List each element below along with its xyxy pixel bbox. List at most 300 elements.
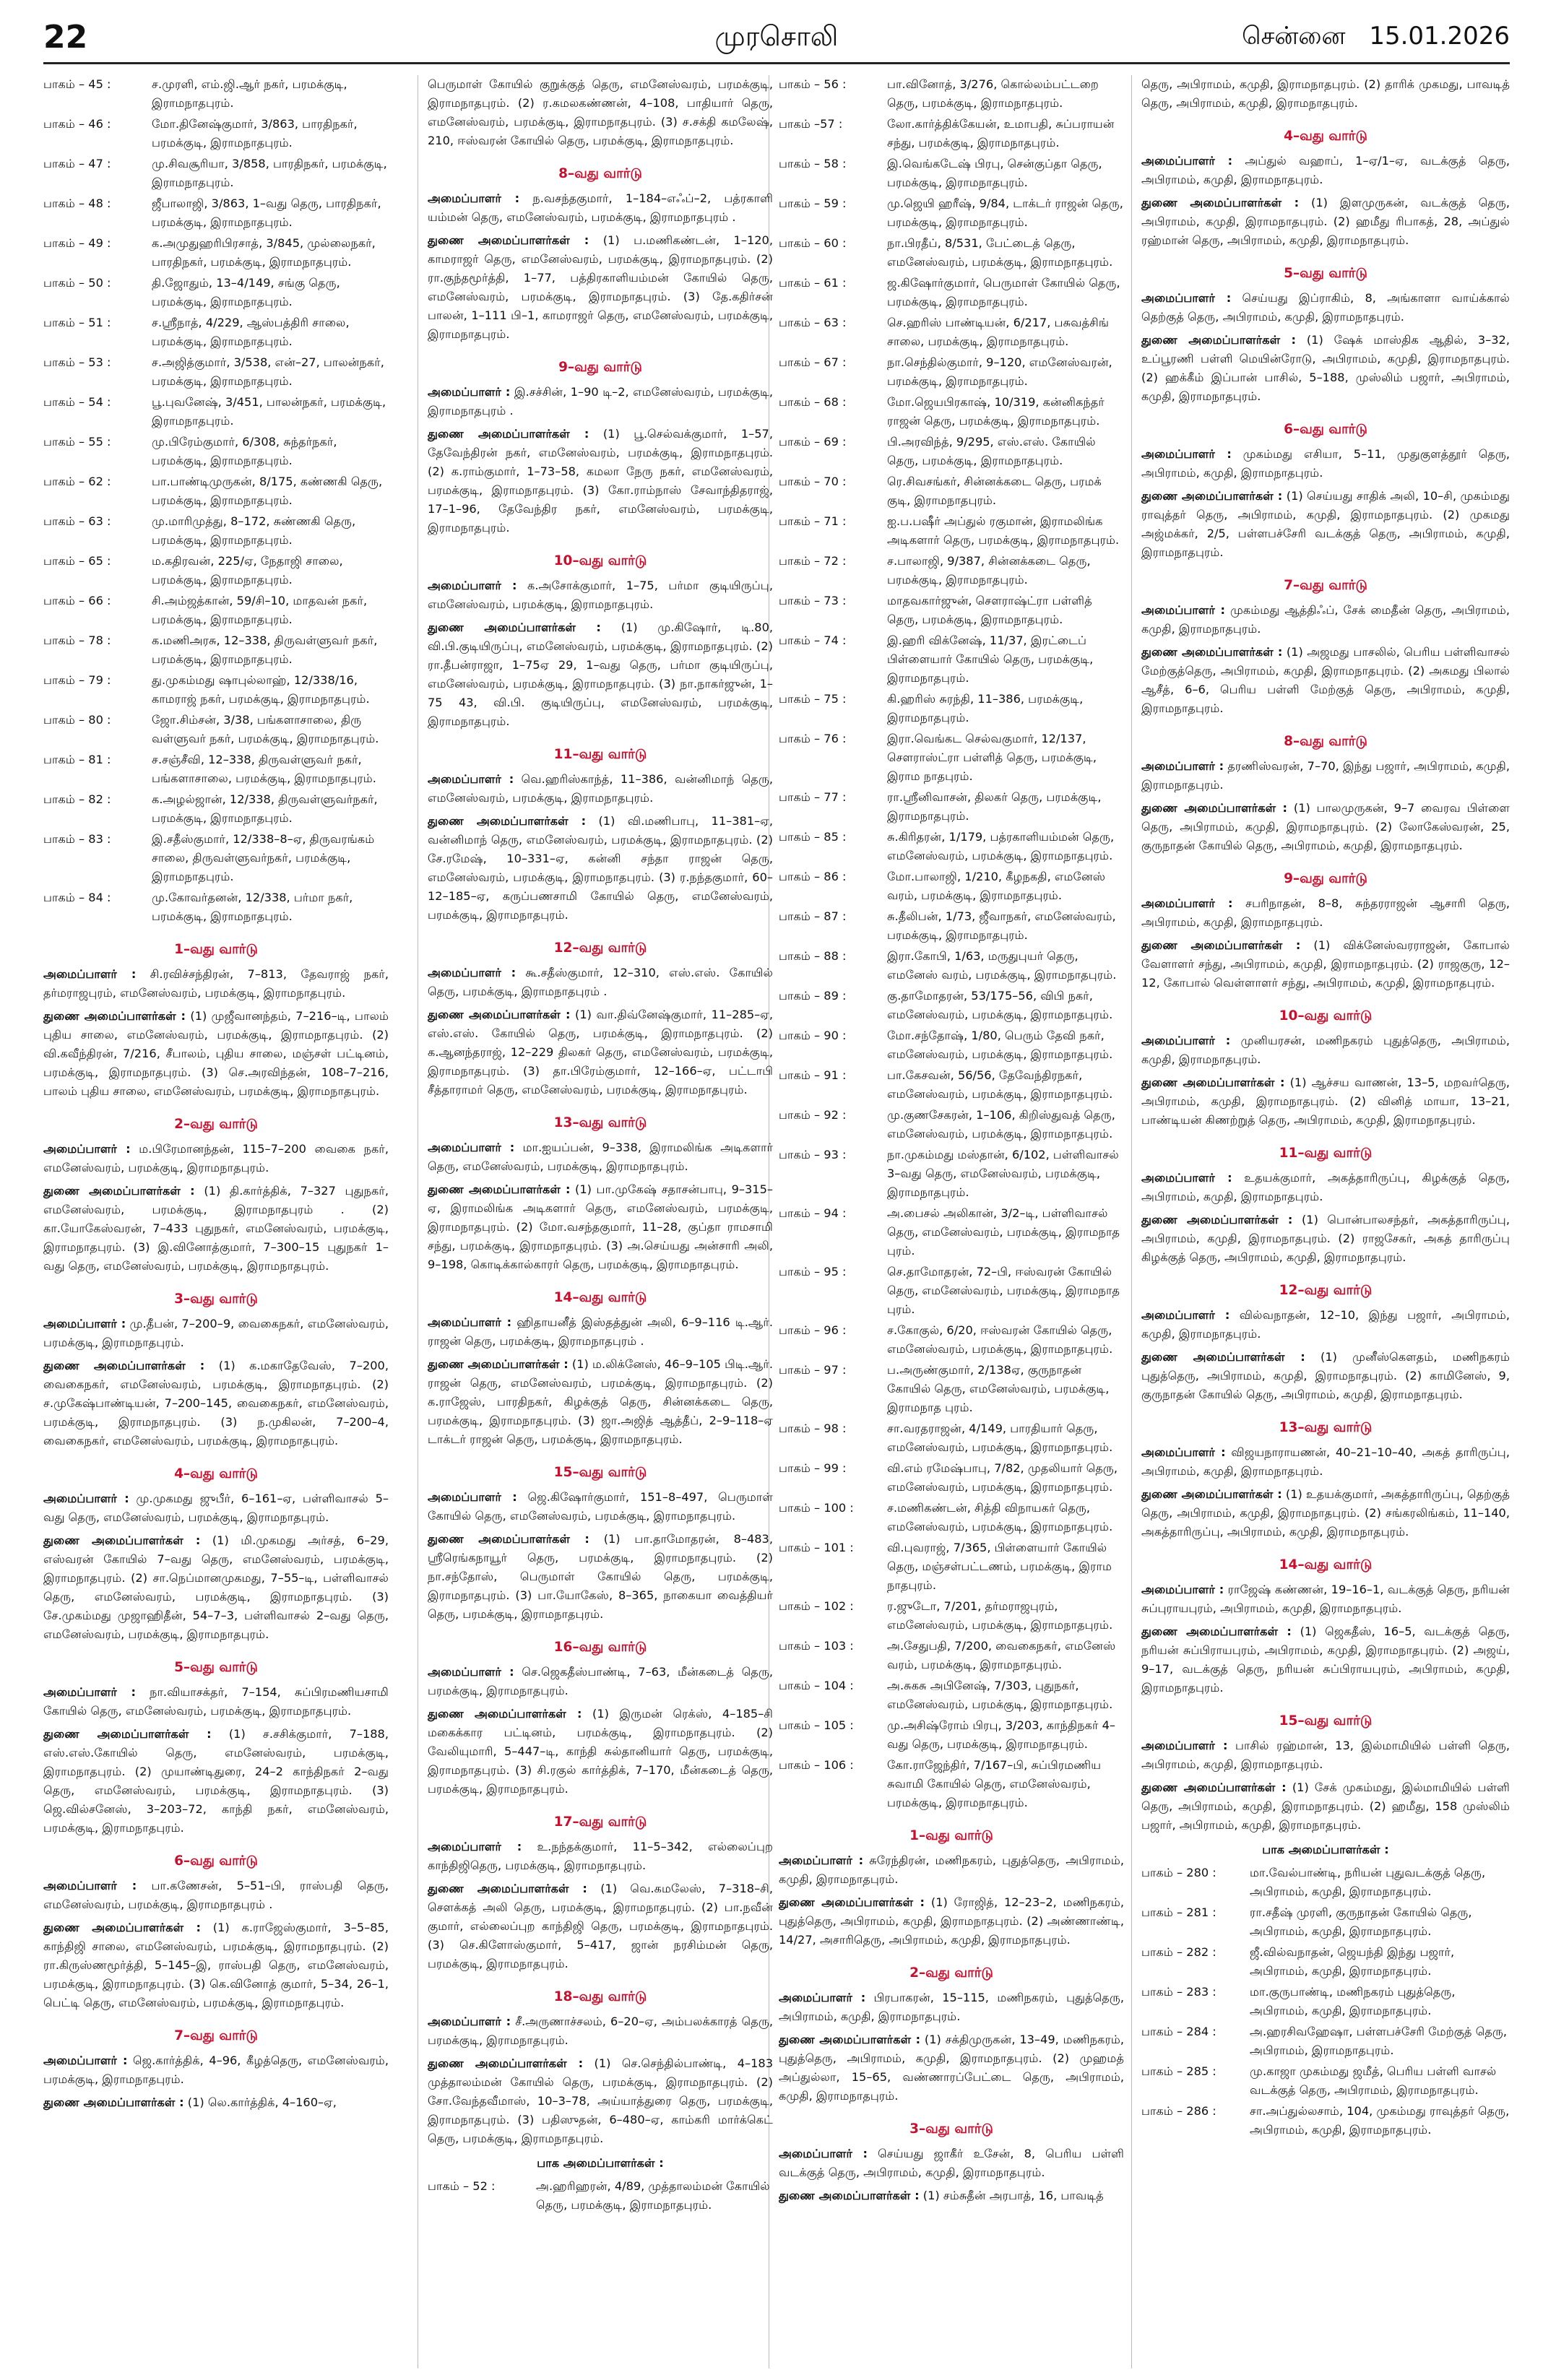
ward-deputies [1141,1073,1510,1130]
organiser-label: அமைப்பாளர் : [1141,759,1224,773]
ward-deputies [1141,1348,1510,1404]
booth-entry: இ.ஹரி விக்னேஷ், 11/37, இரட்டைப் பிள்ளையார் கோயில் தெரு, பரமக்குடி, இராமநாதபுரம். [887,633,1094,685]
booth-entry: ஐ.ப.பஷீர் அப்துல் ரகுமான், இராமலிங்க அடிகளார் தெரு, பரமக்குடி, இராமநாதபுரம். [887,514,1120,547]
booth-entry: மாதவகார்ஜுன், சௌராஷ்ட்ரா பள்ளித் தெரு, பரமக்குடி, இராமநாதபுரம். [887,594,1092,626]
ward-title: 17–வது வார்டு [553,1814,647,1830]
organiser-name: முகம்மது எசியா, 5–11, முதுகுளத்தூர் தெரு, அபிராமம், கமுதி, இராமநாதபுரம். [1141,447,1510,480]
booth-label: பாகம் – 54 : [43,395,111,409]
organiser-label: அமைப்பாளர் : [1141,1308,1230,1322]
deputy-label: துணை அமைப்பாளர்கள் : [1141,801,1288,815]
ward-deputies [428,1180,773,1274]
booth-label: பாகம் – 83 : [43,832,111,846]
booth-entry: து.முகம்மது ஷாபுல்லாஹ், 12/338/16, காமராஜ் நகர், பரமக்குடி, இராமநாதபுரம். [152,673,370,706]
ward-deputies [779,1893,1124,1950]
ward-section [43,1465,389,1644]
booth-entry: ச.அஜித்குமார், 3/538, என்–27, பாலன்நகர், பரமக்குடி, இராமநாதபுரம். [152,355,384,388]
deputy-label: துணை அமைப்பாளர்கள் : [428,1182,571,1196]
deputy-names: (1) ரோஜித், 12–23–2, மணிநகரம், புதுத்தெரு, அபிராமம், கமுதி, இராமநாதபுரம். (2) அண்ணாண்டி, 14/27, அசாரிதெரு, அபிராமம், கமுதி, இராமநாதபுரம். [779,1895,1124,1947]
booth-row [779,828,1124,865]
ward-deputies [779,2030,1124,2106]
booth-row [43,115,389,152]
deputy-label: துணை அமைப்பாளர்கள் : [779,1895,925,1909]
ward-organiser [428,964,773,1001]
booth-row [779,1637,1124,1674]
organiser-name: உ.நந்தக்குமார், 11–5–342, எல்லைப்புற காந்திஜிதெரு, பரமக்குடி, இராமநாதபுரம். [428,1840,773,1872]
organiser-name: உதயக்குமார், அகத்தாரிருப்பு, கிழக்குத் தெரு, அபிராமம், கமுதி, இராமநாதபுரம். [1141,1171,1510,1203]
deputy-names: (1) அஜமது பாசலில், பெரிய பள்ளிவாசல் மேற்குத்தெரு, அபிராமம், கமுதி, இராமநாதபுரம். (2) அகமது பிலால் ஆசீத், 6–6, பெரிய பள்ளி மேற்குத் தெரு, அபிராமம், கமுதி, இராமநாதபுரம். [1141,645,1510,715]
ward-deputies [43,1007,389,1101]
booth-row [779,1459,1124,1497]
organiser-label: அமைப்பாளர் : [43,967,137,981]
booth-label: பாகம் – 63 : [779,316,847,329]
booth-entry: மா.குருபாண்டி, மணிநகரம் புதுத்தெரு, அபிராமம், கமுதி, இராமநாதபுரம். [1250,1985,1456,2017]
booth-entry: ச.ஸ்ரீநாத், 4/229, ஆஸ்பத்திரி சாலை, பரமக்குடி, இராமநாதபுரம். [152,316,350,348]
booth-entry: பா.வினோத், 3/276, கொல்லம்பட்டறை தெரு, பரமக்குடி, இராமநாதபுரம். [887,77,1099,110]
booth-organisers-heading: பாக அமைப்பாளர்கள் : [537,2156,664,2170]
ward-organiser [1141,1580,1510,1618]
deputy-names: (1) செ.செந்தில்பாண்டி, 4–183 முத்தாலம்மன் கோயில் தெரு, பரமக்குடி, இராமநாதபுரம். (2) சோ.வேந்தவீமாஸ், 10–3–78, அய்யாத்துரை தெரு, பரமக்குடி, இராமநாதபுரம். (3) பதிஸுதன், 6–480–ஏ, காம்கரி மார்க்கெட் தெரு, பரமக்குடி, இராமநாதபுரம். [428,2056,773,2145]
ward-section [43,1852,389,2012]
organiser-name: வில்வநாதன், 12–10, இந்து பஜார், அபிராமம், கமுதி, இராமநாதபுரம். [1141,1308,1510,1341]
deputy-names: (1) ஆச்சய வாணன், 13–5, மறவர்தெரு, அபிராமம், கமுதி, இராமநாதபுரம். (2) வினித் மாயா, 13–21, பாண்டியன் கிணற்றுத் தெரு, அபிராமம், கமுதி, இராமநாதபுரம். [1141,1076,1510,1127]
ward-title: 2–வது வார்டு [174,1117,258,1132]
booth-entry: ரெ.சிவசங்கர், சின்னக்கடை தெரு, பரமக் குடி, இராமநாதபுரம். [887,475,1102,507]
ward-organiser [1141,152,1510,189]
booth-label: பாகம் – 80 : [43,713,111,727]
booth-label: பாகம் – 81 : [43,753,111,766]
booth-label: பாகம் – 66 : [43,594,111,607]
booth-row [779,433,1124,470]
booth-label: பாகம் – 100 : [779,1501,854,1515]
booth-entry: சா.வரதராஜன், 4/149, பாரதியார் தெரு, எமனேஸ்வரம், பரமக்குடி, இராமநாதபுரம். [887,1421,1113,1454]
ward-deputies [1141,1485,1510,1541]
deputy-names: (1) லெ.கார்த்திக், 4–160–ஏ, [187,2095,337,2109]
booth-row [779,1066,1124,1104]
booth-row [43,393,389,430]
booth-row [779,1716,1124,1754]
booth-row [779,194,1124,232]
ward-organiser [428,189,773,227]
booth-row [779,1597,1124,1635]
booth-row [779,1106,1124,1143]
booth-label: பாகம் –57 : [779,117,843,131]
booth-label: பாகம் – 74 : [779,633,847,647]
deputy-names: (1) பூ.செல்வக்குமார், 1–57, தேவேந்திரன் நகர், எமனேஸ்வரம், பரமக்குடி, இராமநாதபுரம். (2) க.ராம்குமார், 1–73–58, கமலா நேரு நகர், எமனேஸ்வரம், பரமக்குடி, இராமநாதபுரம். (3) கோ.ராம்நாஸ் சேவாந்திதராஜ், 17–1–96, தேவேந்திர நகர், எமனேஸ்வரம், பரமக்குடி, இராமநாதபுரம். [428,427,773,535]
ward-organiser [779,1989,1124,2026]
booth-entry: சி.அம்ஜத்கான், 59/சி–10, மாதவன் நகர், பரமக்குடி, இராமநாதபுரம். [152,594,368,626]
ward-title: 16–வது வார்டு [553,1640,647,1655]
booth-entry: வி.எம் ரமேஷ்பாபு, 7/82, முதலியார் தெரு, எமனேஸ்வரம், பரமக்குடி, இராமநாதபுரம். [887,1461,1118,1494]
ward-title: 7–வது வார்டு [1284,578,1367,593]
ward-section [43,1290,389,1450]
booth-entry: ச.கோகுல், 6/20, ஈஸ்வரன் கோயில் தெரு, எமனேஸ்வரம், பரமக்குடி, இராமநாதபுரம். [887,1323,1113,1356]
booth-entry: க.அழல்ஜான், 12/338, திருவள்ளுவர்நகர், பரமக்குடி, இராமநாதபுரம். [152,792,378,825]
deputy-label: துணை அமைப்பாளர்கள் : [43,1727,212,1741]
organiser-name: க.அசோக்குமார், 1–75, பர்மா குடியிருப்பு, எமனேஸ்வரம், பரமக்குடி, இராமநாதபுரம். [428,579,773,611]
ward-title: 11–வது வார்டு [1279,1146,1373,1161]
dateline [1226,22,1510,53]
ward-deputies [1141,487,1510,562]
organiser-name: சி.ரவிச்சந்திரன், 7–813, தேவராஜ் நகர், தர்மராஜபுரம், எமனேஸ்வரம், பரமக்குடி, இராமநாதபுரம். [43,967,389,1000]
booth-label: பாகம் – 92 : [779,1108,847,1122]
ward-title: 8–வது வார்டு [1284,734,1367,749]
deputy-label: துணை அமைப்பாளர்கள் : [428,1357,569,1371]
ward-section [1141,1419,1510,1541]
organiser-label: அமைப்பாளர் : [428,2015,511,2028]
booth-label: பாகம் – 68 : [779,395,847,409]
organiser-name: பா.கணேசன், 5–51–பி, ராஸ்பதி தெரு, எமனேஸ்வரம், பரமக்குடி, இராமநாதபுரம் . [43,1879,389,1911]
ward-deputies [43,1182,389,1276]
booth-row [779,1676,1124,1714]
booth-entry: கி.ஹரிஸ் சுரந்தி, 11–386, பரமக்குடி, இராமநாதபுரம். [887,692,1084,724]
organiser-name: ஜெ.கிஷோர்குமார், 151–8–497, பெருமாள் கோயில் தெரு, எமனேஸ்வரம், பரமக்குடி, இராமநாதபுரம். [428,1490,773,1523]
booth-row [779,730,1124,786]
ward-title: 13–வது வார்டு [1279,1420,1373,1435]
deputy-names: (1) க.மகாதேவேஸ், 7–200, வைகைநகர், எமனேஸ்வரம், பரமக்குடி, இராமநாதபுரம். (2) ச.முகேஷ்பாண்டியன், 7–200–145, வைகைநகர், எமனேஸ்வரம், பரமக்குடி, இராமநாதபுரம். (3) ந.முகிலன், 7–200–4, வைகைநகர், எமனேஸ்வரம், பரமக்குடி, இராமநாதபுரம். [43,1359,389,1448]
booth-label: பாகம் – 63 : [43,514,111,528]
organiser-name: விஜயநாராயணன், 40–21–10–40, அகத் தாரிருப்பு, அபிராமம், கமுதி, இராமநாதபுரம். [1141,1445,1510,1478]
ward-organiser [428,1838,773,1875]
ward-deputies [43,2093,389,2112]
deputy-label: துணை அமைப்பாளர்கள் : [1141,489,1283,503]
booth-label: பாகம் – 82 : [43,792,111,806]
deputy-label: துணை அமைப்பாளர்கள் : [43,1184,195,1198]
organiser-name: சபரிநாதன், 8–8, சுந்தரராஜன் ஆசாரி தெரு, அபிராமம், கமுதி, இராமநாதபுரம். [1141,896,1510,929]
booth-label: பாகம் – 86 : [779,870,847,883]
booth-label: பாகம் – 106 : [779,1758,854,1772]
deputy-names: (1) சக்திமுருகன், 13–49, மணிநகரம், புதுத்தெரு, அபிராமம், கமுதி, இராமநாதபுரம். (2) முஹமத் அப்துல்லா, 15–65, வண்ணாரப்பேட்டை தெரு, அபிராமம், கமுதி, இராமநாதபுரம். [779,2033,1124,2103]
organiser-name: முனியரசன், மணிநகரம் புதுத்தெரு, அபிராமம், கமுதி, இராமநாதபுரம். [1141,1034,1510,1066]
booth-entry: இரா.வெங்கட செல்வகுமார், 12/137, சௌராஸ்ட்ரா பள்ளித் தெரு, பரமக்குடி, இராம நாதபுரம். [887,732,1097,783]
organiser-name: மா.ஐயப்பன், 9–338, இராமலிங்க அடிகளார் தெரு, எமனேஸ்வரம், பரமக்குடி, இராமநாதபுரம். [428,1141,773,1173]
ward-title: 12–வது வார்டு [553,940,647,956]
booth-label: பாகம் – 93 : [779,1148,847,1161]
booth-row [779,867,1124,905]
ward-title: 4–வது வார்டு [1284,129,1367,144]
booth-row [43,433,389,470]
booth-list [779,75,1124,1812]
ward-organiser [1141,289,1510,326]
booth-entry: அ.சுகசு அபினேஷ், 7/303, புதுநகர், எமனேஸ்வரம், பரமக்குடி, இராமநாதபுரம். [887,1679,1113,1711]
ward-title: 18–வது வார்டு [553,1989,647,2004]
ward-section [1141,1007,1510,1130]
deputy-label: துணை அமைப்பாளர்கள் : [1141,1213,1293,1226]
booth-label: பாகம் – 62 : [43,475,111,488]
ward-section [1141,127,1510,250]
booth-label: பாகம் – 88 : [779,949,847,963]
ward-section [1141,1556,1510,1697]
booth-row [779,1204,1124,1260]
booth-entry: ஜ.கிஷோர்குமார், பெருமாள் கோயில் தெரு, பரமக்குடி, இராமநாதபுரம். [887,276,1120,308]
ward-organiser [43,2051,389,2089]
organiser-label: அமைப்பாளர் : [428,966,517,979]
booth-label: பாகம் – 98 : [779,1421,847,1435]
booth-row [428,2177,773,2215]
organiser-label: அமைப்பாளர் : [43,1879,137,1892]
ward-section [428,1988,773,2148]
booth-list [1141,1864,1510,2139]
booth-label: பாகம் – 65 : [43,554,111,568]
booth-entry: கு.தாமோதரன், 53/175–56, விபி நகர், எமனேஸ்வரம், பரமக்குடி, இராமநாதபுரம். [887,989,1113,1021]
booth-entry: மா.வேல்பாண்டி, நரியன் புதுவடக்குத் தெரு, அபிராமம், கமுதி, இராமநாதபுரம். [1250,1866,1486,1898]
ward-title: 10–வது வார்டு [1279,1008,1373,1024]
booth-entry: கோ.ராஜேந்திர், 7/167–பி, சுப்பிரமணிய சுவாமி கோயில் தெரு, எமனேஸ்வரம், பரமக்குடி, இராமநாதபுரம். [887,1758,1102,1809]
deputy-label: துணை அமைப்பாளர்கள் : [43,1921,201,1934]
booth-row [779,1361,1124,1417]
organiser-label: அமைப்பாளர் : [1141,1445,1226,1459]
booth-label: பாகம் – 79 : [43,673,111,687]
booth-row [779,1146,1124,1202]
deputy-label: துணை அமைப்பாளர்கள் : [779,2033,921,2046]
deputy-names: (1) மு.கிஷோர், டி.80, வி.பி.குடியிருப்பு, எமனேஸ்வரம், பரமக்குடி, இராமநாதபுரம். (2) ரா.தீபன்ராஜா, 1–75ஏ 29, 1–வது தெரு, பர்மா குடியிருப்பு, எமனேஸ்வரம், பரமக்குடி, இராமநாதபுரம். (3) நா.நாகர்ஜுன், 1–75 43, வி.பி. குடியிருப்பு, எமனேஸ்வரம், பரமக்குடி, இராமநாதபுரம். [428,620,773,728]
booth-row [43,830,389,886]
ward-deputies [428,1355,773,1449]
booth-label: பாகம் – 67 : [779,355,847,369]
booth-label: பாகம் – 282 : [1141,1945,1216,1959]
organiser-name: ஹிதாயனீத் இஸ்தத்துன் அலி, 6–9–116 டி.ஆர். ராஜன் தெரு, பரமக்குடி, இராமநாதபுரம் . [428,1315,773,1348]
booth-entry: பூ.புவனேஷ், 3/451, பாலன்நகர், பரமக்குடி, இராமநாதபுரம். [152,395,386,428]
ward-deputies [1141,1211,1510,1267]
ward-section [779,1964,1124,2106]
organiser-name: அப்துல் வஹாப், 1–ஏ/1–ஏ, வடக்குத் தெரு, அபிராமம், கமுதி, இராமநாதபுரம். [1141,154,1510,186]
booth-entry: சா.அப்துல்லசாம், 104, முகம்மது ராவுத்தர் தெரு, அபிராமம், கமுதி, இராமநாதபுரம். [1250,2104,1510,2137]
booth-label: பாகம் – 72 : [779,554,847,568]
booth-label: பாகம் – 97 : [779,1363,847,1377]
booth-row [779,1321,1124,1359]
column-4 [1141,75,1510,2368]
booth-label: பாகம் – 284 : [1141,2025,1216,2038]
deputy-names: (1) ஷேக் மாஸ்திக ஆதில், 3–32, உப்பூரணி பள்ளி மெயின்ரோடு, அபிராமம், கமுதி, இராமநாதபுரம். (2) ஹக்கீம் இப்பான் பாசில், 5–188, முஸ்லிம் பஜார், அபிராமம், கமுதி, இராமநாதபுரம். [1141,333,1510,403]
ward-section [43,2027,389,2112]
deputy-label: துணை அமைப்பாளர்கள் : [428,620,601,634]
ward-title: 11–வது வார்டு [553,747,647,762]
organiser-label: அமைப்பாளர் : [428,1141,515,1154]
booth-label: பாகம் – 280 : [1141,1866,1216,1879]
booth-label: பாகம் – 91 : [779,1068,847,1082]
deputy-label: துணை அமைப்பாளர்கள் : [43,1009,186,1023]
booth-row [1141,2062,1510,2100]
booth-label: பாகம் – 78 : [43,633,111,647]
ward-section [428,939,773,1099]
ward-section [428,1638,773,1799]
column-3 [779,75,1124,2368]
organiser-name: முகம்மது ஆத்திஃப், சேக் மைதீன் தெரு, அபிராமம், கமுதி, இராமநாதபுரம். [1141,603,1510,636]
deputy-names: (1) வி.மணிபாபு, 11–381–ஏ, வன்னிமாந் தெரு, எமனேஸ்வரம், பரமக்குடி, இராமநாதபுரம். (2) சே.ரமேஷ், 10–331–ஏ, கன்னி சந்தா ராஜன் தெரு, எமனேஸ்வரம், பரமக்குடி, இராமநாதபுரம். (3) ர.நந்தகுமார், 60–12–185–ஏ, கருப்பணசாமி கோயில் தெரு, எமனேஸ்வரம், பரமக்குடி, இராமநாதபுரம். [428,814,773,922]
dateline-date: 15.01.2026 [1369,22,1510,51]
booth-label: பாகம் – 55 : [43,435,111,449]
ward-title: 1–வது வார்டு [909,1828,993,1843]
ward-section [428,1114,773,1274]
ward-title: 12–வது வார்டு [1279,1283,1373,1298]
ward-deputies [1141,643,1510,718]
booth-entry: ச.மணிகண்டன், சித்தி விநாயகர் தெரு, எமனேஸ்வரம், பரமக்குடி, இராமநாதபுரம். [887,1501,1113,1533]
ward-section [1141,732,1510,855]
masthead-rule [43,62,1510,64]
deputy-label: துணை அமைப்பாளர்கள் : [1141,1780,1287,1794]
deputy-names: (1) விக்னேஸ்வரராஜன், கோபால் வேளாளர் சந்து, அபிராமம், கமுதி, இராமநாதபுரம். (2) ராஜகுரு, 12–12, கோபால் வெள்ளாளர் சந்து, அபிராமம், கமுதி, இராமநாதபுரம். [1141,938,1510,990]
booth-label: பாகம் – 77 : [779,790,847,804]
ward-organiser [43,1140,389,1177]
deputy-names: (1) சேக் முகம்மது, இல்மாமியில் பள்ளி தெரு, அபிராமம், கமுதி, இராமநாதபுரம். (2) ஹமீது, 158 முஸ்லிம் பஜார், அபிராமம், கமுதி, இராமநாதபுரம். [1141,1780,1510,1832]
ward-deputies [428,1005,773,1099]
booth-entry: மு.குணசேகரன், 1–106, கிறிஸ்துவத் தெரு, எமனேஸ்வரம், பரமக்குடி, இராமநாதபுரம். [887,1108,1115,1141]
organiser-label: அமைப்பாளர் : [428,579,517,592]
deputy-names: (1) க.ராஜேஸ்குமார், 3–5–85, காந்திஜி சாலை, எமனேஸ்வரம், பரமக்குடி, இராமநாதபுரம். (2) ரா.கிருஸ்ணமூர்த்தி, 5–145–இ, ராஸ்பதி தெரு, எமனேஸ்வரம், பரமக்குடி, இராமநாதபுரம். (3) கெ.வினோத் குமார், 5–34, 26–1, பெட்டி தெரு, எமனேஸ்வரம், பரமக்குடி, இராமநாதபுரம். [43,1921,389,2009]
booth-label: பாகம் – 73 : [779,594,847,607]
booth-row [1141,1943,1510,1981]
organiser-label: அமைப்பாளர் : [428,191,520,205]
booth-label: பாகம் – 85 : [779,830,847,844]
ward-section [779,1827,1124,1950]
deputy-label: துணை அமைப்பாளர்கள் : [428,427,589,441]
ward-section [1141,1144,1510,1267]
ward-organiser [779,2145,1124,2182]
organiser-label: அமைப்பாளர் : [43,2054,128,2067]
organiser-name: சுரேந்திரன், மணிநகரம், புதுத்தெரு, அபிராமம், கமுதி, இராமநாதபுரம். [779,1853,1124,1886]
ward-title: 9–வது வார்டு [558,360,642,375]
ward-deputies [1141,331,1510,406]
booth-row [43,75,389,113]
booth-entry: இரா.கோபி, 1/63, மருதுபுயர் தெரு, எமனேஸ் வரம், பரமக்குடி, இராமநாதபுரம். [887,949,1117,982]
booth-label: பாகம் – 61 : [779,276,847,290]
booth-entry: அ.பைசல் அலிகான், 3/2–டி, பள்ளிவாசல் தெரு, எமனேஸ்வரம், பரமக்குடி, இராமநாத புரம். [887,1206,1120,1258]
booth-row [779,313,1124,351]
organiser-name: ஜெ.கார்த்திக், 4–96, கீழத்தெரு, எமனேஸ்வரம், பரமக்குடி, இராமநாதபுரம். [43,2054,389,2086]
booth-label: பாகம் – 281 : [1141,1905,1216,1919]
ward-title: 5–வது வார்டு [174,1660,258,1675]
booth-row [779,1026,1124,1064]
booth-row [779,393,1124,430]
ward-deputies [1141,1778,1510,1835]
deputy-label: துணை அமைப்பாளர்கள் : [43,1359,205,1372]
booth-label: பாகம் – 103 : [779,1639,854,1653]
organiser-label: அமைப்பாளர் : [1141,1583,1224,1596]
booth-row [43,194,389,232]
ward-section [428,1289,773,1449]
booth-entry: பா.கேசவன், 56/56, தேவேந்திரநகர், எமனேஸ்வரம், பரமக்குடி, இராமநாதபுரம். [887,1068,1113,1101]
organiser-name: பிரபாகரன், 15–115, மணிநகரம், புதுத்தெரு, அபிராமம், கமுதி, இராமநாதபுரம். [779,1991,1124,2023]
booth-label: பாகம் – 283 : [1141,1985,1216,1999]
booth-label: பாகம் – 47 : [43,157,111,170]
ward-deputies [428,1705,773,1799]
ward-deputies [1141,799,1510,855]
ward-section [43,1115,389,1276]
organiser-name: செ.ஜெகதீஸ்பாண்டி, 7–63, மீன்கடைத் தெரு, பரமக்குடி, இராமநாதபுரம். [428,1665,773,1697]
ward-section [428,552,773,731]
deputy-label: துணை அமைப்பாளர்கள் : [428,2056,584,2070]
ward-deputies [1141,194,1510,250]
booth-list [428,2177,773,2215]
booth-entry: அ.ஹரசிவஹேஷா, பள்ளபச்சேரி மேற்குத் தெரு, அபிராமம், இராமநாதபுரம். [1250,2025,1508,2057]
organiser-label: அமைப்பாளர் : [428,1840,522,1853]
deputy-label: துணை அமைப்பாளர்கள் : [428,1008,571,1021]
ward-section [43,940,389,1101]
organiser-label: அமைப்பாளர் : [428,772,514,786]
organiser-name: மு.தீபன், 7–200–9, வைகைநகர், எமனேஸ்வரம், பரமக்குடி, இராமநாதபுரம். [43,1317,389,1349]
booth-row [43,592,389,629]
ward-title: 8–வது வார்டு [558,166,642,181]
booth-row [779,690,1124,727]
deputy-label: துணை அமைப்பாளர்கள் : [779,2189,920,2202]
booth-row [779,472,1124,510]
ward-title: 9–வது வார்டு [1284,871,1367,886]
deputy-names: (1) மி.முகமது அர்சத், 6–29, எஸ்வரன் கோயில் 7–வது தெரு, எமனேஸ்வரம், பரமக்குடி, இராமநாதபுரம். (2) சா.நெப்மானமுகமது, 7–55–டி, பள்ளிவாசல் தெரு, எமனேஸ்வரம், பரமக்குடி, இராமநாதபுரம். (3) சே.முகம்மது முஜாஹிதீன், 54–7–3, பள்ளிவாசல் 2–வது தெரு, எமனேஸ்வரம், பரமக்குடி, இராமநாதபுரம். [43,1533,389,1641]
booth-label: பாகம் – 102 : [779,1599,854,1613]
ward-deputies [43,1531,389,1644]
organiser-name: இ.சச்சின், 1–90 டி–2, எமனேஸ்வரம், பரமக்குடி, இராமநாதபுரம் . [428,385,773,417]
booth-entry: ச.சஞ்சீவி, 12–338, திருவள்ளுவர் நகர், பங்களாசாலை, பரமக்குடி, இராமநாதபுரம். [152,753,376,785]
ward-deputies [428,1530,773,1624]
booth-label: பாகம் – 75 : [779,692,847,706]
ward-deputies [43,1918,389,2012]
booth-label: பாகம் – 285 : [1141,2064,1216,2078]
booth-entry: ரா.ஸ்ரீனிவாசன், திலகர் தெரு, பரமக்குடி, இராமநாதபுரம். [887,790,1102,823]
booth-row [43,353,389,391]
booth-label: பாகம் – 90 : [779,1029,847,1042]
booth-label: பாகம் – 60 : [779,236,847,250]
ward-title: 13–வது வார்டு [553,1115,647,1130]
booth-entry: மு.கோவர்தனன், 12/338, பர்மா நகர், பரமக்குடி, இராமநாதபுரம். [152,891,353,923]
booth-label: பாகம் – 69 : [779,435,847,449]
ward-title: 14–வது வார்டு [553,1290,647,1305]
organiser-label: அமைப்பாளர் : [779,2147,868,2160]
organiser-name: நா.வியாசக்தர், 7–154, சுப்பிரமணியசாமி கோயில் தெரு, எமனேஸ்வரம், பரமக்குடி, இராமநாதபுரம். [43,1685,389,1718]
booth-row [779,1419,1124,1457]
booth-label: பாகம் – 53 : [43,355,111,369]
ward-deputies [779,2186,1124,2205]
booth-label: பாகம் – 51 : [43,316,111,329]
organiser-label: அமைப்பாளர் : [779,1853,864,1867]
booth-label: பாகம் – 84 : [43,891,111,904]
booth-entry: மு.காஜா முகம்மது ஜமீத், பெரிய பள்ளி வாசல் வடக்குத் தெரு, அபிராமம், இராமநாதபுரம். [1250,2064,1497,2097]
booth-row [43,631,389,669]
column-2 [428,75,773,2368]
deputy-names: (1) ம.லிக்னேஸ், 46–9–105 பிடி.ஆர். ராஜன் தெரு, எமனேஸ்வரம், பரமக்குடி, இராமநாதபுரம். (2) க.ராஜேஸ், பாரதிநகர், கிழக்குத் தெரு, சின்னக்கடை தெரு, பரமக்குடி, இராமநாதபுரம். (3) ஜா.அஜித் ஆத்தீப், 2–9–118–ஏ டாக்டர் ராஜன் தெரு, பரமக்குடி, இராமநாதபுரம். [428,1357,773,1446]
deputy-names: (1) வா.திவ்னேஷ்குமார், 11–285–ஏ, எஸ்.எஸ். கோயில் தெரு, பரமக்குடி, இராமநாதபுரம். (2) க.ஆனந்தராஜ், 12–229 திலகர் தெரு, எமனேஸ்வரம், பரமக்குடி, இராமநாதபுரம். (3) தா.பிரேம்குமார், 12–166–ஏ, பட்டாபி சீத்தாராமர் தெரு, எமனேஸ்வரம், பரமக்குடி, இராமநாதபுரம். [428,1008,773,1096]
ward-organiser [428,1663,773,1700]
ward-organiser [43,1489,389,1527]
ward-organiser [1141,894,1510,932]
deputy-label: துணை அமைப்பாளர்கள் : [1141,1624,1292,1638]
deputy-names: (1) உதயக்குமார், அகத்தாரிருப்பு, தெற்குத் தெரு, அபிராமம், கமுதி, இராமநாதபுரம். (2) சங்கரலிங்கம், 11–140, அகத்தாரிருப்பு, அபிராமம், கமுதி, இராமநாதபுரம். [1141,1487,1510,1539]
organiser-label: அமைப்பாளர் : [779,1991,866,2004]
booth-entry: சு.கிரிதரன், 1/179, பத்ரகாளியம்மன் தெரு, எமனேஸ்வரம், பரமக்குடி, இராமநாதபுரம். [887,830,1115,862]
booth-organisers-heading: பாக அமைப்பாளர்கள் : [1262,1843,1389,1856]
organiser-label: அமைப்பாளர் : [1141,154,1233,168]
column-divider [1131,75,1132,2368]
booth-entry: ம.கதிரவன், 225/ஏ, நேதாஜி சாலை, பரமக்குடி, இராமநாதபுரம். [152,554,343,587]
ward-organiser [428,770,773,808]
organiser-label: அமைப்பாளர் : [428,1315,512,1329]
booth-label: பாகம் – 95 : [779,1265,847,1278]
ward-deputies [428,231,773,344]
deputy-names: (1) பா.முகேஷ் சதாசன்பாபு, 9–315–ஏ, இராமலிங்க அடிகளார் தெரு, எமனேஸ்வரம், பரமக்குடி, இராமநாதபுரம். (2) மோ.வசந்தகுமார், 11–28, குப்தா ராமசாமி சந்து, பரமக்குடி, இராமநாதபுரம். (3) அ.செய்யது அன்சாரி அலி, 9–198, கொடிக்கால்காரர் தெரு, பரமக்குடி, இராமநாதபுரம். [428,1182,773,1271]
booth-entry: நா.செந்தில்குமார், 9–120, எமனேஸ்வரன், பரமக்குடி, இராமநாதபுரம். [887,355,1112,388]
deputy-label: துணை அமைப்பாளர்கள் : [43,1533,201,1547]
deputy-names: (1) இருமன் ரெக்ஸ், 4–185–சி மகைக்கார பட்டினம், பரமக்குடி, இராமநாதபுரம். (2) வேலியுமாரி, 5–447–டி, காந்தி சுல்தானியார் தெரு, பரமக்குடி, இராமநாதபுரம். (3) சி.ரகுல் கார்த்திக், 7–170, மீன்கடைத் தெரு, பரமக்குடி, இராமநாதபுரம். [428,1707,773,1796]
booth-row [43,274,389,311]
booth-entry: க.மணிஅரசு, 12–338, திருவள்ளுவர் நகர், பரமக்குடி, இராமநாதபுரம். [152,633,378,666]
deputy-label: துணை அமைப்பாளர்கள் : [1141,1076,1285,1089]
booth-entry: ரா.சதீஷ் முரளி, குருநாதன் கோயில் தெரு, அபிராமம், கமுதி, இராமநாதபுரம். [1250,1905,1472,1938]
booth-row [43,313,389,351]
ward-section [43,1658,389,1838]
booth-label: பாகம் – 94 : [779,1206,847,1220]
booth-label: பாகம் – 96 : [779,1323,847,1337]
booth-entry: ஜீ.வில்வநாதன், ஜெயந்தி இந்து பஜார், அபிராமம், கமுதி, இராமநாதபுரம். [1250,1945,1455,1978]
booth-row [779,512,1124,550]
organiser-name: ந.வசந்தகுமார், 1–184–எஃப்–2, பத்ரகாளி யம்மன் தெரு, எமனேஸ்வரம், பரமக்குடி, இராமநாதபுரம் . [428,191,773,224]
